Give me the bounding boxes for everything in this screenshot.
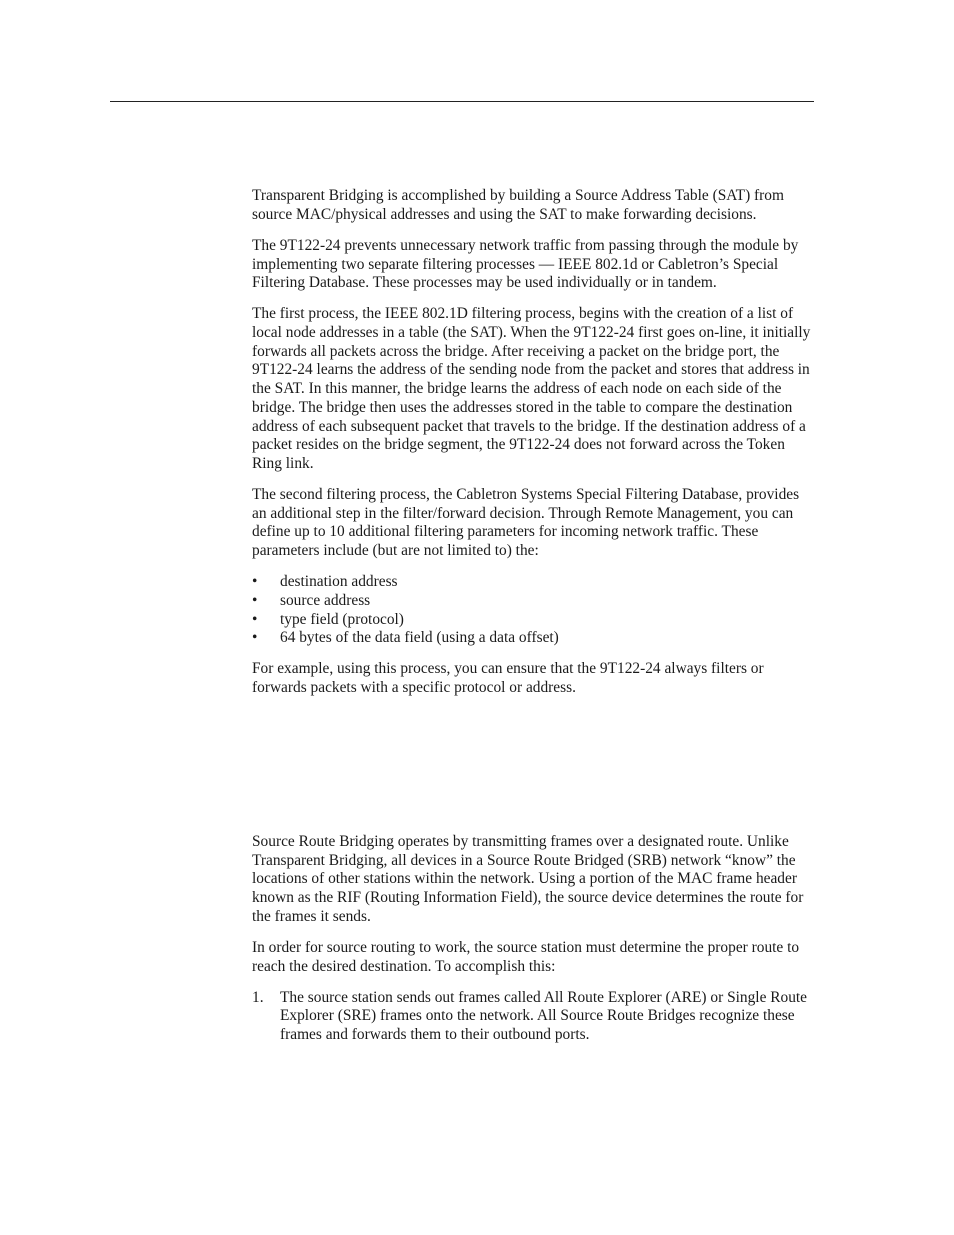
procedure-steps — [252, 989, 814, 1045]
paragraph: The second filtering process, the Cabletron Systems Special Filtering Database, provides an additional step in the filter/forward decision. Through Remote Management, you can define up to 10 additional filtering parameters for incoming network traffic. These parameters include (but are not limited to) the: — [252, 486, 800, 560]
bullet-marker: • — [252, 629, 258, 647]
step-number: 1. — [252, 988, 264, 1006]
list-item-text: type field (protocol) — [280, 610, 404, 628]
list-item — [252, 629, 814, 648]
header-rule — [110, 101, 814, 102]
paragraph: Source Route Bridging operates by transmitting frames over a designated route. Unlike Transparent Bridging, all devices in a Source Route Bridged (SRB) network “know” the locations of other stations within the network. Using a portion of the MAC frame header known as the RIF (Routing Information Field), the source device determines the route for the frames it sends. — [252, 833, 804, 925]
paragraph: For example, using this process, you can ensure that the 9T122-24 always filters or forwards packets with a specific protocol or address. — [252, 660, 764, 697]
list-item — [252, 592, 814, 611]
filter-parameter-list — [252, 573, 814, 648]
bullet-marker: • — [252, 610, 258, 628]
bullet-marker: • — [252, 591, 258, 609]
source-route-bridging-section — [252, 833, 814, 1057]
list-item — [252, 573, 814, 592]
transparent-bridging-section — [252, 187, 814, 710]
list-item-text: 64 bytes of the data field (using a data offset) — [280, 629, 559, 647]
paragraph: The 9T122-24 prevents unnecessary network traffic from passing through the module by implementing two separate filtering processes — IEEE 802.1d or Cabletron’s Special Filtering Database. These processes may be used individually or in tandem. — [252, 236, 799, 292]
list-item-text: source address — [280, 591, 371, 609]
paragraph: The first process, the IEEE 802.1D filtering process, begins with the creation of a list of local node addresses in a table (the SAT). When the 9T122-24 first goes on-line, it initially forwards all packets across the bridge. After receiving a packet on the bridge port, the 9T122-24 learns the address of the sending node from the packet and stores that address in the SAT. In this manner, the bridge learns the address of each node on each side of the bridge. The bridge then uses the addresses stored in the table to compare the destination address of each subsequent packet that travels to the bridge. If the destination address of a packet resides on the bridge segment, the 9T122-24 does not forward across the Token Ring link. — [252, 305, 811, 472]
list-item — [252, 611, 814, 630]
list-item-text: destination address — [280, 573, 398, 591]
bullet-marker: • — [252, 573, 258, 591]
paragraph: Transparent Bridging is accomplished by building a Source Address Table (SAT) from source MAC/physical addresses and using the SAT to make forwarding decisions. — [252, 187, 784, 223]
paragraph: In order for source routing to work, the source station must determine the proper route to reach the desired destination. To accomplish this: — [252, 938, 800, 975]
list-item — [252, 989, 814, 1045]
step-text: The source station sends out frames called All Route Explorer (ARE) or Single Route Explorer (SRE) frames onto the network. All Source Route Bridges recognize these frames and forwards them to their outbound ports. — [280, 988, 808, 1044]
